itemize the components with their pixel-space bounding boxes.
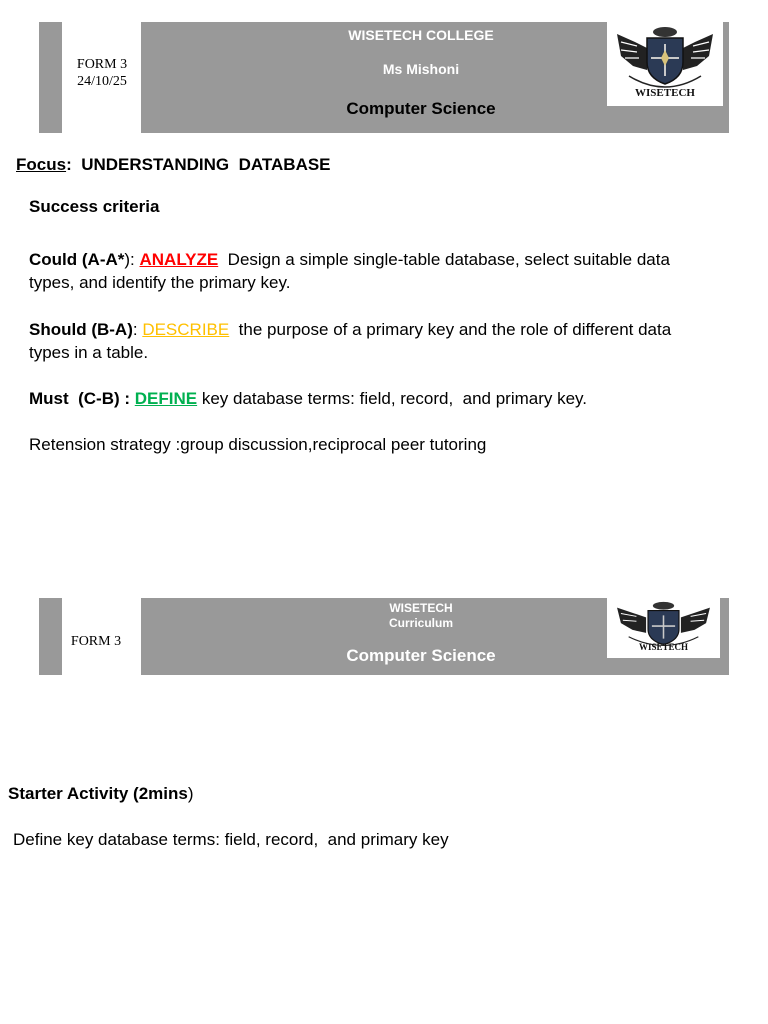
header1-form-label [62, 56, 142, 90]
starter-title: Starter Activity (2mins [8, 784, 188, 803]
header1-logo-name: WISETECH [635, 87, 695, 99]
starter-title-end: ) [187, 784, 194, 803]
could-colon: : [130, 250, 140, 269]
header2-left-bar [39, 598, 62, 675]
could-keyword: ANALYZE [139, 250, 219, 269]
header1-subject: Computer Science [346, 99, 496, 118]
header1-date: 24/10/25 [77, 74, 127, 89]
should-keyword: DESCRIBE [142, 320, 230, 339]
header2-subject: Computer Science [346, 646, 496, 665]
header2-form: FORM 3 [70, 634, 122, 649]
must-keyword: DEFINE [134, 389, 198, 408]
should-criterion [29, 318, 709, 364]
success-criteria-heading: Success criteria [29, 197, 160, 216]
retension-strategy: Retension strategy :group discussion,reciprocal peer tutoring [29, 435, 487, 454]
could-text: Design a simple single-table database, select suitable data types, and identify the primary key. [29, 250, 675, 292]
focus-colon: : [66, 155, 72, 174]
header2-logo [607, 598, 720, 658]
could-label: Could (A-A* [29, 250, 125, 269]
header2-line2: Curriculum [388, 616, 453, 630]
header2-logo-name: WISETECH [638, 642, 689, 652]
must-criterion [29, 387, 709, 410]
starter-text: Define key database terms: field, record, and primary key [13, 830, 449, 849]
starter-heading [8, 784, 194, 804]
header2-line1: WISETECH [389, 601, 453, 615]
should-text: the purpose of a primary key and the role of different data types in a table. [29, 320, 676, 362]
must-label: Must (C-B) : [29, 389, 135, 408]
could-label-end: ) [124, 250, 131, 269]
header1-teacher: Ms Mishoni [382, 61, 460, 77]
header1-form: FORM 3 [76, 57, 128, 72]
header1-left-bar [39, 22, 62, 133]
focus-line [16, 155, 331, 175]
could-criterion [29, 248, 709, 294]
header1-college: WISETECH COLLEGE [348, 27, 494, 43]
should-colon: : [132, 320, 143, 339]
focus-text: UNDERSTANDING DATABASE [81, 155, 331, 174]
should-label: Should (B-A) [29, 320, 133, 339]
must-text: key database terms: field, record, and primary key. [197, 389, 588, 408]
header1-logo [607, 22, 723, 106]
focus-label: Focus [16, 155, 67, 174]
